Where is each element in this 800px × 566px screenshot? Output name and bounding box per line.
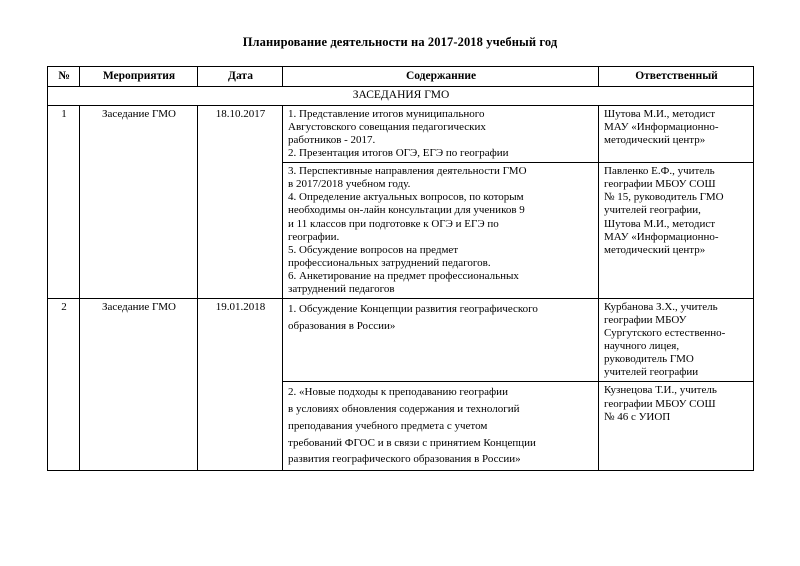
section-title-row bbox=[48, 87, 754, 106]
responsible-line: МАУ «Информационно- bbox=[604, 120, 719, 133]
content-line: 5. Обсуждение вопросов на предмет bbox=[288, 243, 459, 256]
content-line: необходимы он-лайн консультации для учеников 9 bbox=[288, 204, 525, 217]
row-date: 19.01.2018 bbox=[198, 298, 283, 470]
content-line: 3. Перспективные направления деятельности ГМО bbox=[288, 165, 527, 178]
row-content-block bbox=[283, 105, 599, 162]
content-line: работников - 2017. bbox=[288, 134, 376, 147]
responsible-line: учителей географии, bbox=[604, 204, 701, 217]
responsible-line: географии МБОУ bbox=[604, 314, 687, 327]
content-line: в 2017/2018 учебном году. bbox=[288, 178, 411, 191]
table-row bbox=[48, 105, 754, 162]
row-number: 2 bbox=[48, 298, 80, 470]
responsible-line: Павленко Е.Ф., учитель bbox=[604, 165, 715, 178]
content-line: профессиональных затруднений педагогов. bbox=[288, 256, 491, 269]
row-event-name: Заседание ГМО bbox=[80, 298, 198, 470]
responsible-line: МАУ «Информационно- bbox=[604, 230, 719, 243]
content-line: 2. Презентация итогов ОГЭ, ЕГЭ по географии bbox=[288, 147, 509, 160]
responsible-line: Сургутского естественно- bbox=[604, 327, 726, 340]
plan-table-wrapper bbox=[47, 50, 753, 471]
responsible-line: географии МБОУ СОШ bbox=[604, 397, 716, 410]
responsible-line: Курбанова З.Х., учитель bbox=[604, 300, 718, 313]
responsible-line: № 15, руководитель ГМО bbox=[604, 191, 724, 204]
content-line: 1. Представление итогов муниципального bbox=[288, 107, 485, 120]
row-responsible-block bbox=[599, 163, 754, 299]
table-body bbox=[48, 87, 754, 471]
responsible-line: Шутова М.И., методист bbox=[604, 217, 716, 230]
column-header-responsible: Ответственный bbox=[599, 66, 754, 87]
row-number: 1 bbox=[48, 105, 80, 298]
content-line: 4. Определение актуальных вопросов, по которым bbox=[288, 191, 524, 204]
row-responsible-block bbox=[599, 105, 754, 162]
column-header-event: Мероприятия bbox=[80, 66, 198, 87]
content-line: преподавания учебного предмета с учетом bbox=[288, 419, 488, 432]
content-line: в условиях обновления содержания и технологий bbox=[288, 403, 520, 416]
content-line: развития географического образования в России» bbox=[288, 453, 521, 466]
activity-planning-table bbox=[47, 66, 754, 471]
responsible-line: методический центр» bbox=[604, 134, 706, 147]
responsible-line: Кузнецова Т.И., учитель bbox=[604, 384, 717, 397]
column-header-content: Содержанние bbox=[283, 66, 599, 87]
responsible-line: научного лицея, bbox=[604, 340, 680, 353]
table-header-row bbox=[48, 66, 754, 87]
section-title-cell: ЗАСЕДАНИЯ ГМО bbox=[48, 87, 754, 106]
content-line: и 11 классов при подготовке к ОГЭ и ЕГЭ по bbox=[288, 217, 499, 230]
column-header-date: Дата bbox=[198, 66, 283, 87]
responsible-line: Шутова М.И., методист bbox=[604, 107, 716, 120]
column-header-num: № bbox=[48, 66, 80, 87]
content-line: географии. bbox=[288, 230, 340, 243]
page-title: Планирование деятельности на 2017-2018 учебный год bbox=[242, 35, 558, 49]
table-row bbox=[48, 298, 754, 381]
content-line: 1. Обсуждение Концепции развития географического bbox=[288, 302, 538, 315]
table-head bbox=[48, 66, 754, 87]
row-date: 18.10.2017 bbox=[198, 105, 283, 298]
content-line: затруднений педагогов bbox=[288, 282, 395, 295]
responsible-line: методический центр» bbox=[604, 243, 706, 256]
row-responsible-block bbox=[599, 382, 754, 471]
content-line: 6. Анкетирование на предмет профессиональных bbox=[288, 269, 519, 282]
content-line: Августовского совещания педагогических bbox=[288, 120, 486, 133]
content-line: 2. «Новые подходы к преподаванию географии bbox=[288, 386, 508, 399]
row-responsible-block bbox=[599, 298, 754, 381]
row-content-block bbox=[283, 298, 599, 381]
responsible-line: руководитель ГМО bbox=[604, 353, 694, 366]
content-line: образования в России» bbox=[288, 319, 396, 332]
responsible-line: учителей географии bbox=[604, 366, 699, 379]
responsible-line: № 46 с УИОП bbox=[604, 410, 671, 423]
responsible-line: географии МБОУ СОШ bbox=[604, 178, 716, 191]
row-content-block bbox=[283, 382, 599, 471]
content-line: требований ФГОС и в связи с принятием Концепции bbox=[288, 436, 536, 449]
row-content-block bbox=[283, 163, 599, 299]
row-event-name: Заседание ГМО bbox=[80, 105, 198, 298]
